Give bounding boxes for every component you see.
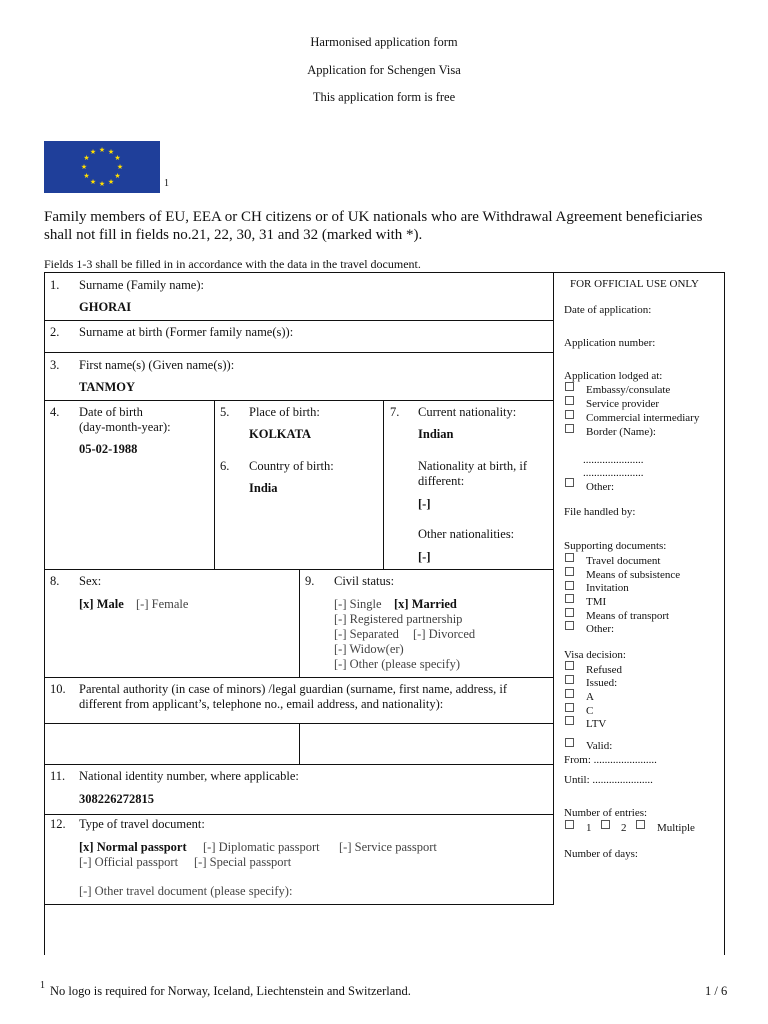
- sex-male-option[interactable]: [x] Male: [79, 597, 124, 611]
- supporting-subsistence: Means of subsistence: [586, 569, 681, 581]
- supporting-other: Other:: [586, 623, 615, 635]
- official-visa-decision: Visa decision:: [564, 649, 626, 661]
- field-10-label-line1: Parental authority (in case of minors) /legal guardian (surname, first name, address, if: [79, 682, 507, 696]
- civil-status-widow[interactable]: [-] Widow(er): [334, 642, 404, 656]
- row-divider: [44, 764, 554, 765]
- field-5-number: 5.: [220, 405, 230, 419]
- form-free-note: This application form is free: [312, 90, 456, 104]
- travel-doc-normal[interactable]: [x] Normal passport: [79, 840, 187, 854]
- field-2-label: Surname at birth (Former family name(s)):: [79, 325, 294, 339]
- current-nationality-value[interactable]: Indian: [418, 427, 454, 441]
- field-11-label: National identity number, where applicable:: [79, 769, 299, 783]
- civil-status-divorced[interactable]: [-] Divorced: [413, 627, 476, 641]
- surname-value[interactable]: GHORAI: [79, 300, 132, 314]
- official-file-handled: File handled by:: [564, 506, 636, 518]
- field-12-number: 12.: [50, 817, 66, 831]
- place-of-birth-value[interactable]: KOLKATA: [249, 427, 312, 441]
- valid-until: Until: ......................: [564, 774, 653, 786]
- table-top-border: [44, 272, 725, 273]
- official-divider: [553, 272, 554, 905]
- civil-status-married[interactable]: [x] Married: [394, 597, 457, 611]
- field-4-number: 4.: [50, 405, 60, 419]
- nationality-at-birth-value[interactable]: [-]: [418, 497, 431, 511]
- decision-type-c: C: [586, 705, 594, 717]
- country-of-birth-value[interactable]: India: [249, 481, 278, 495]
- field-7-number: 7.: [390, 405, 400, 419]
- official-date-of-application: Date of application:: [564, 304, 652, 316]
- guardian-input-left[interactable]: [45, 724, 299, 764]
- form-title-harmonised: Harmonised application form: [310, 35, 458, 49]
- checkbox-supporting-other[interactable]: [565, 621, 574, 630]
- border-name-dots-1: ......................: [583, 454, 644, 466]
- travel-doc-special[interactable]: [-] Special passport: [194, 855, 292, 869]
- table-right-border: [724, 272, 725, 955]
- footnote-number: 1: [40, 980, 45, 991]
- lodged-border-label: Border (Name):: [586, 426, 656, 438]
- supporting-travel-document: Travel document: [586, 555, 661, 567]
- svg-text:★: ★: [83, 154, 90, 162]
- field-10-label-line2: different from applicant’s, telephone no., email address, and nationality):: [79, 697, 444, 711]
- checkbox-lodged-other[interactable]: [565, 478, 574, 487]
- form-title-schengen: Application for Schengen Visa: [307, 63, 461, 77]
- entry-2-label: 2: [621, 822, 627, 834]
- field-12-label: Type of travel document:: [79, 817, 205, 831]
- travel-doc-service[interactable]: [-] Service passport: [339, 840, 437, 854]
- decision-valid: Valid:: [586, 740, 613, 752]
- other-nationalities-value[interactable]: [-]: [418, 550, 431, 564]
- checkbox-border[interactable]: [565, 424, 574, 433]
- official-application-number: Application number:: [564, 337, 656, 349]
- nationality-at-birth-label-line2: different:: [418, 474, 465, 488]
- row-divider: [44, 352, 554, 353]
- svg-text:★: ★: [114, 154, 121, 162]
- nationality-at-birth-label-line1: Nationality at birth, if: [418, 459, 528, 473]
- field-7-label: Current nationality:: [418, 405, 517, 419]
- checkbox-valid[interactable]: [565, 738, 574, 747]
- border-name-dots-2: ......................: [583, 467, 644, 479]
- civil-status-single[interactable]: [-] Single: [334, 597, 382, 611]
- field-1-number: 1.: [50, 278, 60, 292]
- field-5-label: Place of birth:: [249, 405, 320, 419]
- field-2-number: 2.: [50, 325, 60, 339]
- travel-doc-diplomatic[interactable]: [-] Diplomatic passport: [203, 840, 320, 854]
- svg-text:★: ★: [98, 180, 106, 188]
- field-6-label: Country of birth:: [249, 459, 334, 473]
- checkbox-service-provider[interactable]: [565, 396, 574, 405]
- supporting-tmi: TMI: [586, 596, 607, 608]
- field-6-number: 6.: [220, 459, 230, 473]
- checkbox-invitation[interactable]: [565, 581, 574, 590]
- lodged-other-label: Other:: [586, 481, 615, 493]
- checkbox-type-c[interactable]: [565, 703, 574, 712]
- national-id-value[interactable]: 308226272815: [79, 792, 154, 806]
- official-use-title: FOR OFFICIAL USE ONLY: [570, 278, 699, 290]
- checkbox-transport[interactable]: [565, 608, 574, 617]
- table-left-border: [44, 272, 45, 955]
- svg-text:★: ★: [89, 148, 97, 156]
- entry-1-label: 1: [586, 822, 592, 834]
- sex-female-option[interactable]: [-] Female: [136, 597, 189, 611]
- checkbox-refused[interactable]: [565, 661, 574, 670]
- field-4-label-line1: Date of birth: [79, 405, 143, 419]
- svg-text:★: ★: [80, 163, 88, 171]
- checkbox-embassy[interactable]: [565, 382, 574, 391]
- svg-text:★: ★: [107, 148, 115, 156]
- lodged-commercial-label: Commercial intermediary: [586, 412, 700, 424]
- row-divider: [44, 320, 554, 321]
- checkbox-type-a[interactable]: [565, 689, 574, 698]
- field-8-label: Sex:: [79, 574, 102, 588]
- official-number-of-days: Number of days:: [564, 848, 638, 860]
- svg-text:★: ★: [98, 146, 106, 154]
- svg-text:★: ★: [107, 178, 115, 186]
- supporting-transport: Means of transport: [586, 610, 670, 622]
- svg-text:★: ★: [89, 178, 97, 186]
- civil-status-separated[interactable]: [-] Separated: [334, 627, 399, 641]
- field-10-number: 10.: [50, 682, 66, 696]
- other-nationalities-label: Other nationalities:: [418, 527, 515, 541]
- checkbox-entry-2[interactable]: [601, 820, 610, 829]
- col-divider: [214, 400, 215, 569]
- lodged-service-provider-label: Service provider: [586, 398, 659, 410]
- row-divider: [44, 677, 554, 678]
- field-11-number: 11.: [50, 769, 66, 783]
- decision-type-a: A: [586, 691, 594, 703]
- svg-text:★: ★: [116, 163, 124, 171]
- travel-doc-other[interactable]: [-] Other travel document (please specify):: [79, 884, 293, 898]
- field-3-label: First name(s) (Given name(s)):: [79, 358, 235, 372]
- official-lodged-at: Application lodged at:: [564, 370, 663, 382]
- checkbox-entry-multiple[interactable]: [636, 820, 645, 829]
- eu-flag-logo: [44, 141, 160, 193]
- field-4-label-line2: (day-month-year):: [79, 420, 171, 434]
- svg-text:★: ★: [114, 172, 121, 180]
- field-8-number: 8.: [50, 574, 60, 588]
- civil-status-registered[interactable]: [-] Registered partnership: [334, 612, 463, 626]
- field-9-label: Civil status:: [334, 574, 395, 588]
- supporting-invitation: Invitation: [586, 582, 629, 594]
- col-divider: [299, 569, 300, 677]
- col-divider: [383, 400, 384, 569]
- valid-from: From: .......................: [564, 754, 657, 766]
- civil-status-other[interactable]: [-] Other (please specify): [334, 657, 460, 671]
- travel-doc-official[interactable]: [-] Official passport: [79, 855, 179, 869]
- first-name-value[interactable]: TANMOY: [79, 380, 136, 394]
- checkbox-tmi[interactable]: [565, 594, 574, 603]
- field-9-number: 9.: [305, 574, 315, 588]
- checkbox-commercial-intermediary[interactable]: [565, 410, 574, 419]
- field-1-label: Surname (Family name):: [79, 278, 204, 292]
- checkbox-issued[interactable]: [565, 675, 574, 684]
- row-divider: [44, 904, 554, 905]
- lodged-embassy-label: Embassy/consulate: [586, 384, 671, 396]
- field-3-number: 3.: [50, 358, 60, 372]
- official-number-of-entries: Number of entries:: [564, 807, 648, 819]
- logo-footnote-ref: 1: [164, 178, 169, 189]
- page-number: 1 / 6: [705, 984, 728, 998]
- row-divider: [44, 814, 554, 815]
- checkbox-travel-document[interactable]: [565, 553, 574, 562]
- decision-refused: Refused: [586, 664, 623, 676]
- footnote-text: No logo is required for Norway, Iceland, Liechtenstein and Switzerland.: [50, 984, 411, 998]
- decision-ltv: LTV: [586, 718, 607, 730]
- date-of-birth-value[interactable]: 05-02-1988: [79, 442, 138, 456]
- fields-note: Fields 1-3 shall be filled in in accordance with the data in the travel document.: [44, 257, 421, 271]
- entry-multiple-label: Multiple: [657, 822, 695, 834]
- row-divider: [44, 400, 554, 401]
- intro-notice: Family members of EU, EEA or CH citizens or of UK nationals who are Withdrawal Agreement beneficiaries shall not fill in fields no.21, 22, 30, 31 and 32 (marked with *).: [44, 209, 703, 243]
- decision-issued: Issued:: [586, 677, 618, 689]
- checkbox-ltv[interactable]: [565, 716, 574, 725]
- svg-text:★: ★: [83, 172, 90, 180]
- guardian-input-right[interactable]: [300, 724, 553, 764]
- official-supporting-documents: Supporting documents:: [564, 540, 667, 552]
- checkbox-entry-1[interactable]: [565, 820, 574, 829]
- checkbox-subsistence[interactable]: [565, 567, 574, 576]
